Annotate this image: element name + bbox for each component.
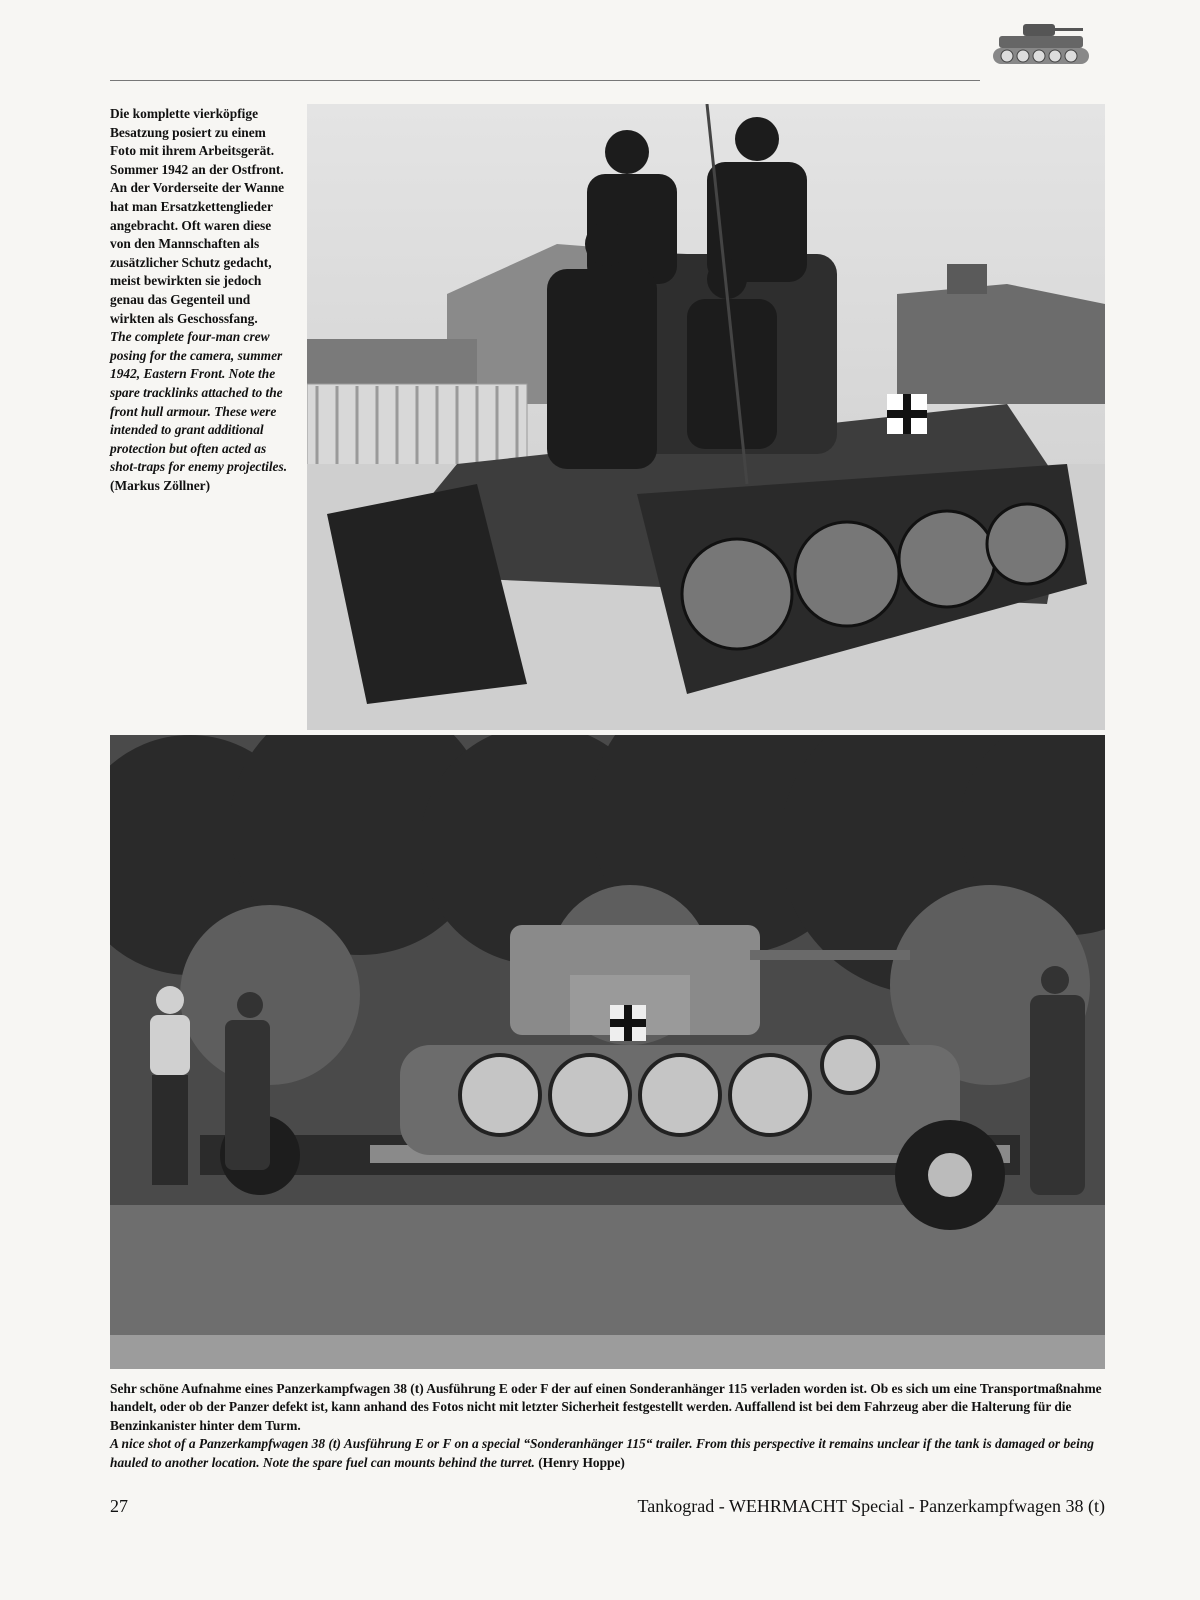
tank-logo-icon — [985, 14, 1095, 74]
bottom-photo-credit: (Henry Hoppe) — [538, 1454, 625, 1470]
header-rule — [110, 80, 980, 81]
bottom-photo-caption — [110, 1380, 1105, 1472]
bottom-caption-english: A nice shot of a Panzerkampfwagen 38 (t) Ausführung E or F on a special “Sonderanhänger 115“ trailer. From this perspective it remains unclear if the tank is damaged or being hauled to another location. Note the spare fuel can mounts behind the turret. — [110, 1436, 1094, 1470]
bottom-caption-german: Sehr schöne Aufnahme eines Panzerkampfwagen 38 (t) Ausführung E oder F der auf einen Sonderanhänger 115 verladen worden ist. Ob es sich um eine Transportmaßnahme handelt, oder ob der Panzer defekt ist, kann anhand des Fotos nicht mit letzter Sicherheit festgestellt werden. Auffallend ist bei dem Fahrzeug aber die Halterung für die Benzinkanister hinter dem Turm. — [110, 1381, 1102, 1433]
tank-on-trailer-photo — [110, 735, 1105, 1369]
top-photo-credit: (Markus Zöllner) — [110, 477, 211, 493]
page-number: 27 — [110, 1496, 128, 1516]
top-photo-caption — [110, 105, 290, 495]
top-caption-english: The complete four-man crew posing for the camera, summer 1942, Eastern Front. Note the spare tracklinks attached to the front hull armour. These were intended to grant additional protection but often acted as shot-traps for enemy projectiles. — [110, 329, 288, 475]
crew-on-tank-photo — [307, 104, 1105, 730]
top-caption-german: Die komplette vierköpfige Besatzung posiert zu einem Foto mit ihrem Arbeitsgerät. Sommer 1942 an der Ostfront. An der Vorderseite der Wanne hat man Ersatzkettenglieder angebracht. Oft waren diese von den Mannschaften als zusätzlicher Schutz gedacht, meist bewirkten sie jedoch genau das Gegenteil und wirkten als Geschossfang. — [110, 106, 285, 326]
running-title: Tankograd - WEHRMACHT Special - Panzerkampfwagen 38 (t) — [637, 1496, 1105, 1516]
